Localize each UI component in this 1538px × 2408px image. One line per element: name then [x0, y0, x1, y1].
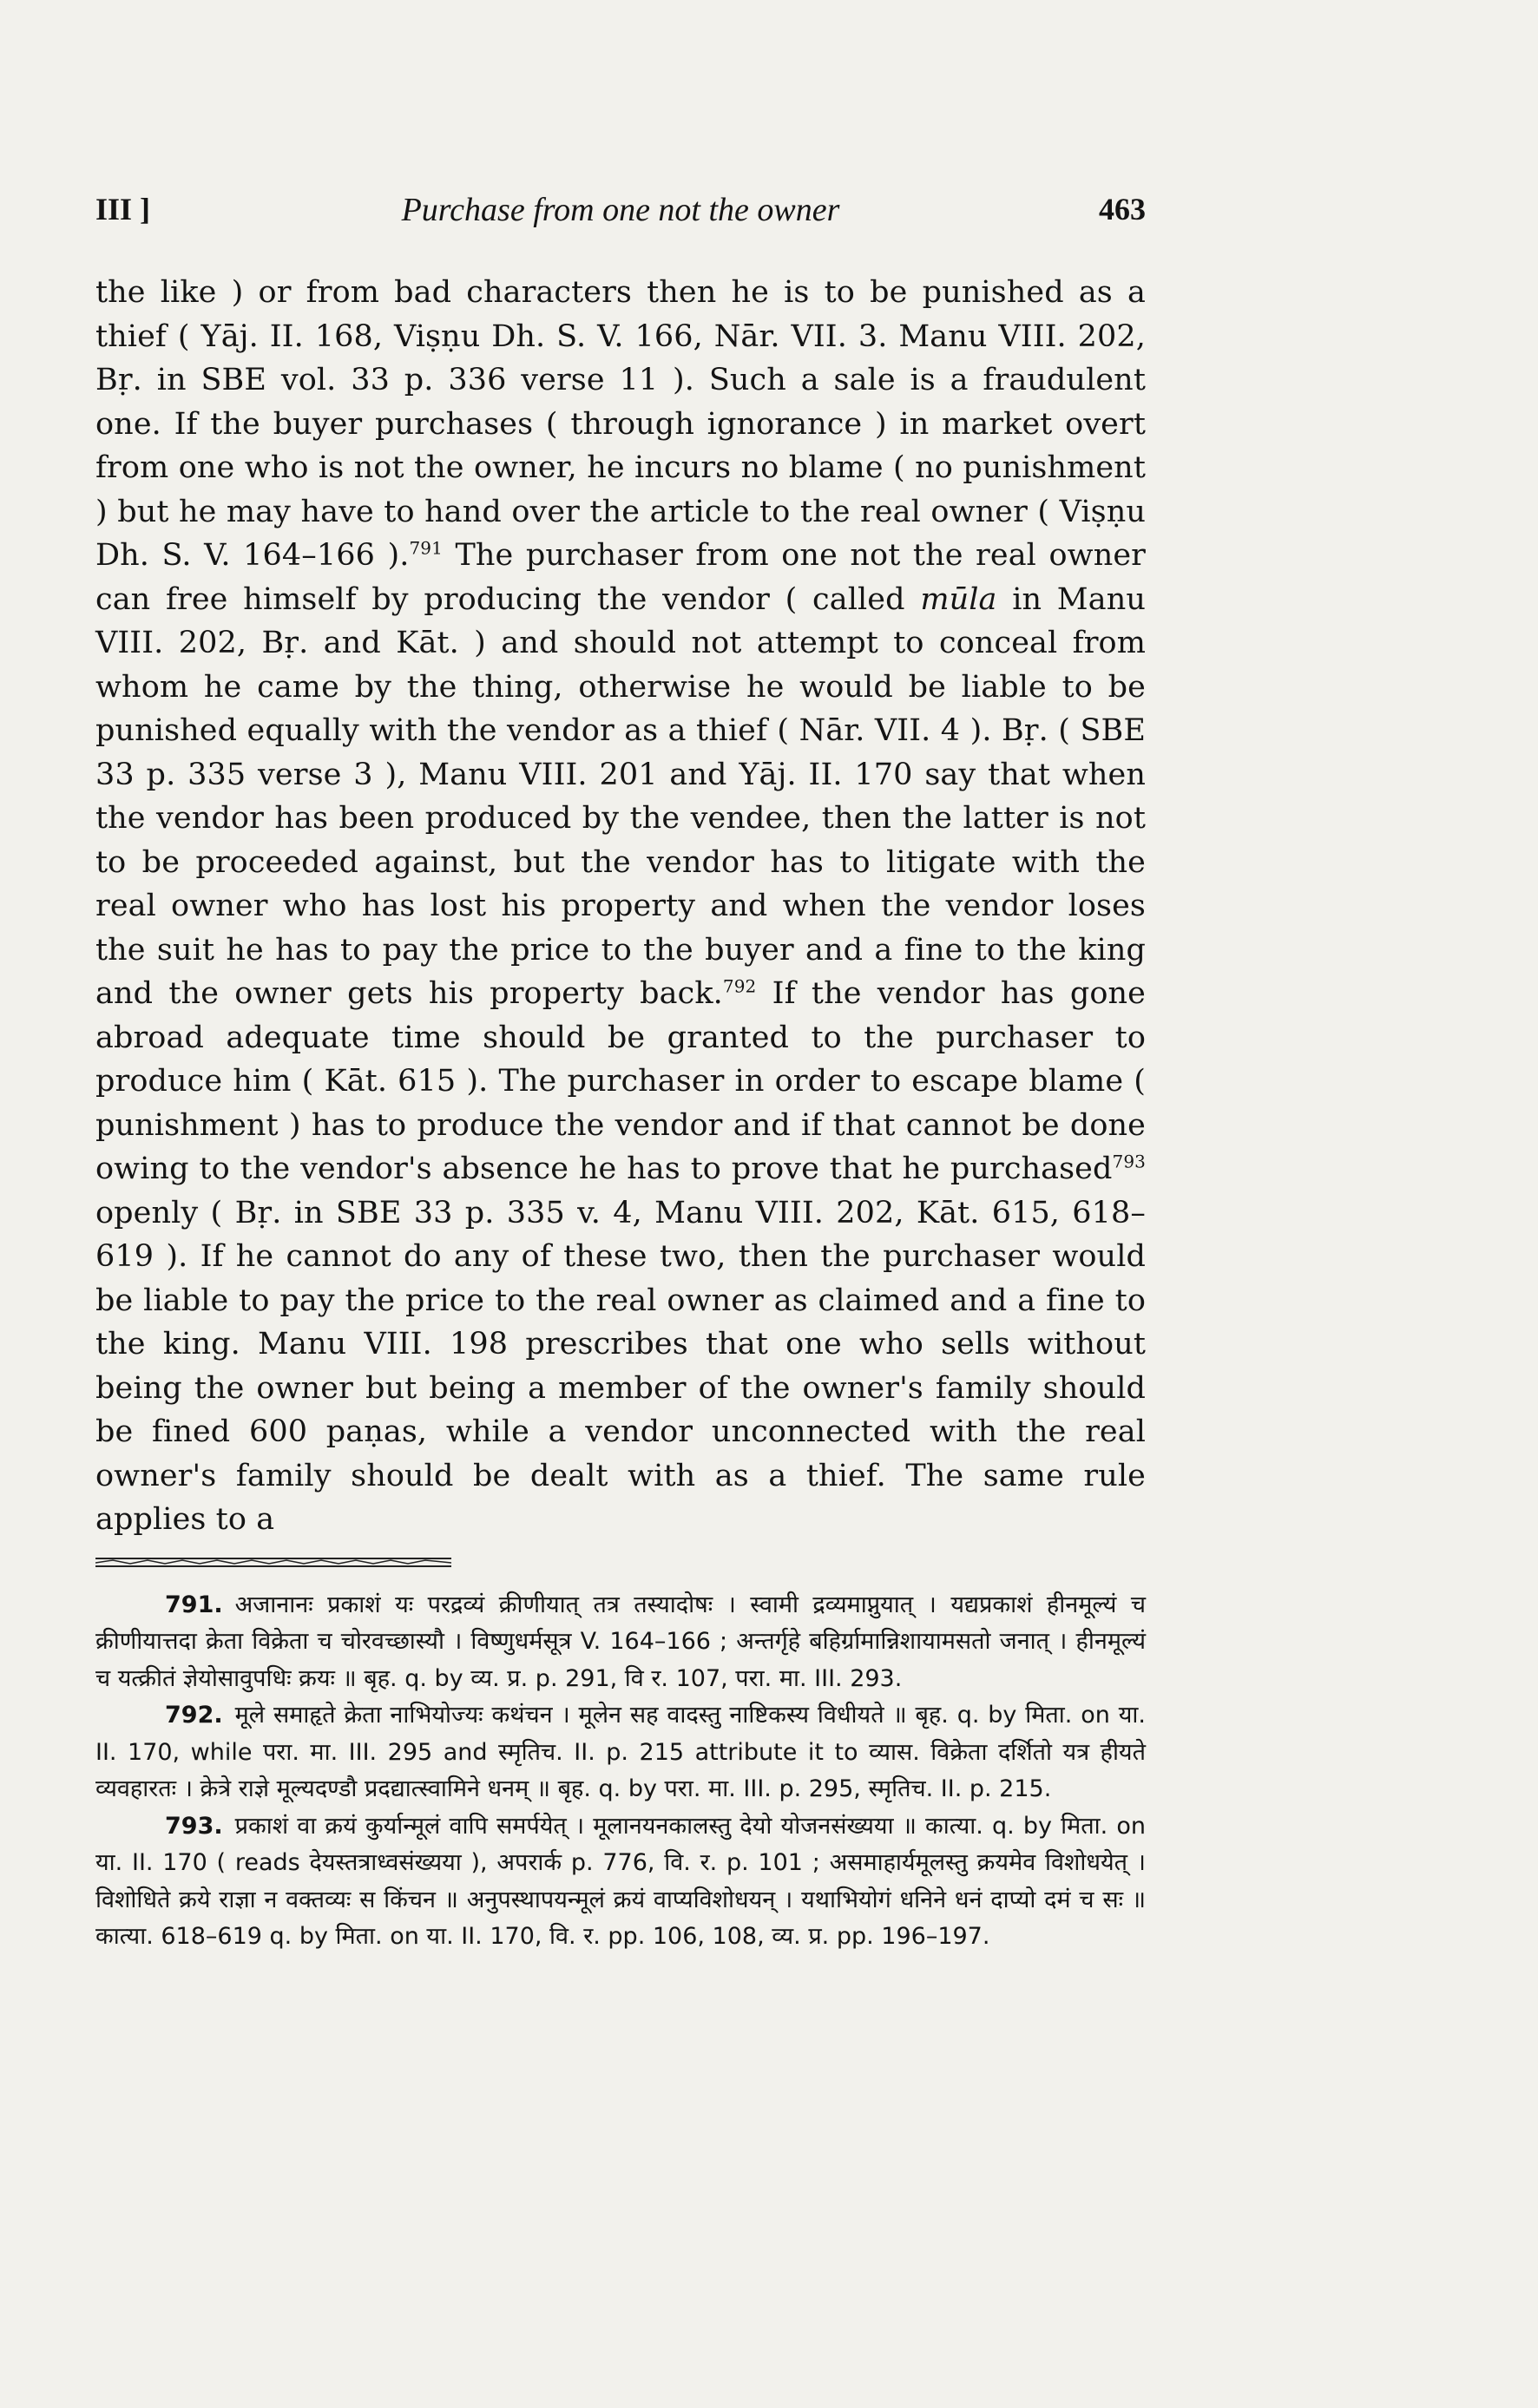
book-page: [95, 191, 1146, 1956]
body-segment: If the vendor has gone abroad adequate time should be granted to the purchaser to produce him ( Kāt. 615 ). The purchaser in order to escape blame ( punishment ) has to produce the vendor and if that cannot be done owing to the vendor's absence he has to prove that he purchased: [95, 976, 1146, 1186]
main-text: [95, 271, 1146, 1542]
body-segment: in Manu VIII. 202, Bṛ. and Kāt. ) and should not attempt to conceal from whom he came by the thing, otherwise he would be liable to be punished equally with the vendor as a thief ( Nār. VII. 4 ). Bṛ. ( SBE 33 p. 335 verse 3 ), Manu VIII. 201 and Yāj. II. 170 say that when the vendor has been produced by the vendee, then the latter is not to be proceeded against, but the vendor has to litigate with the real owner who has lost his property and when the vendor loses the suit he has to pay the price to the buyer and a fine to the king and the owner gets his property back.: [95, 581, 1146, 1011]
footnote-ref-791[interactable]: 791: [409, 537, 443, 559]
footnote-text: प्रकाशं वा क्रयं कुर्यान्मूलं वापि समर्पयेत् । मूलानयनकालस्तु देयो योजनसंख्यया ॥ कात्या. q. by मिता. on या. II. 170 ( reads देयस्तत्राध्वसंख्यया ), अपरार्क p. 776, वि. र. p. 101 ; असमाहार्यमूलस्तु क्रयमेव विशोधयेत् । विशोधिते क्रये राज्ञा न वक्तव्यः स किंचन ॥ अनुपस्थापयन्मूलं क्रयं वाप्यविशोधयन् । यथाभियोगं धनिने धनं दाप्यो दमं च सः ॥ कात्या. 618–619 q. by मिता. on या. II. 170, वि. र. pp. 106, 108, व्य. प्र. pp. 196–197.: [95, 1812, 1146, 1950]
footnote-separator: [95, 1556, 451, 1568]
running-title: Purchase from one not the owner: [401, 192, 840, 228]
body-segment: the like ) or from bad characters then he is to be punished as a thief ( Yāj. II. 168, Viṣṇu Dh. S. V. 166, Nār. VII. 3. Manu VIII. 202, Bṛ. in SBE vol. 33 p. 336 verse 11 ). Such a sale is a fraudulent one. If the buyer purchases ( through ignorance ) in market overt from one who is not the owner, he incurs no blame ( no punishment ) but he may have to hand over the article to the real owner ( Viṣṇu Dh. S. V. 164–166 ).: [95, 275, 1146, 573]
footnote-792: [95, 1697, 1146, 1808]
footnote-number: 792.: [165, 1702, 223, 1729]
emphasized-term: mūla: [920, 581, 997, 617]
footnote-number: 791.: [165, 1591, 223, 1618]
running-header: [95, 191, 1146, 252]
footnote-text: मूले समाहृते क्रेता नाभियोज्यः कथंचन । मूलेन सह वादस्तु नाष्टिकस्य विधीयते ॥ बृह. q. by मिता. on या. II. 170, while परा. मा. III. 295 and स्मृतिच. II. p. 215 attribute it to व्यास. विक्रेता दर्शितो यत्र हीयते व्यवहारतः । क्रेत्रे राज्ञे मूल्यदण्डौ प्रदद्यात्स्वामिने धनम् ॥ बृह. q. by परा. मा. III. p. 295, स्मृतिच. II. p. 215.: [95, 1702, 1146, 1802]
footnote-ref-793[interactable]: 793: [1112, 1151, 1146, 1172]
footnote-ref-792[interactable]: 792: [722, 975, 757, 997]
body-segment: The purchaser from one not the real owner can free himself by producing the vendor ( called: [95, 538, 1146, 617]
footnote-793: [95, 1808, 1146, 1956]
body-segment: openly ( Bṛ. in SBE 33 p. 335 v. 4, Manu VIII. 202, Kāt. 615, 618–619 ). If he cannot do any of these two, then the purchaser would be liable to pay the price to the real owner as claimed and a fine to the king. Manu VIII. 198 prescribes that one who sells without being the owner but being a member of the owner's family should be fined 600 paṇas, while a vendor unconnected with the real owner's family should be dealt with as a thief. The same rule applies to a: [95, 1195, 1146, 1537]
page-number: 463: [1099, 192, 1146, 226]
footnote-number: 793.: [165, 1812, 223, 1840]
footnotes: [95, 1587, 1146, 1956]
chapter-number: III ]: [95, 192, 151, 226]
footnote-text: अजानानः प्रकाशं यः परद्रव्यं क्रीणीयात् तत्र तस्यादोषः । स्वामी द्रव्यमाप्नुयात् । यद्यप्रकाशं हीनमूल्यं च क्रीणीयात्तदा क्रेता विक्रेता च चोरवच्छास्यौ । विष्णुधर्मसूत्र V. 164–166 ; अन्तर्गृहे बहिर्ग्रामान्निशायामसतो जनात् । हीनमूल्यं च यत्क्रीतं ज्ञेयोसावुपधिः क्रयः ॥ बृह. q. by व्य. प्र. p. 291, वि र. 107, परा. मा. III. 293.: [95, 1591, 1146, 1692]
footnote-791: [95, 1587, 1146, 1698]
